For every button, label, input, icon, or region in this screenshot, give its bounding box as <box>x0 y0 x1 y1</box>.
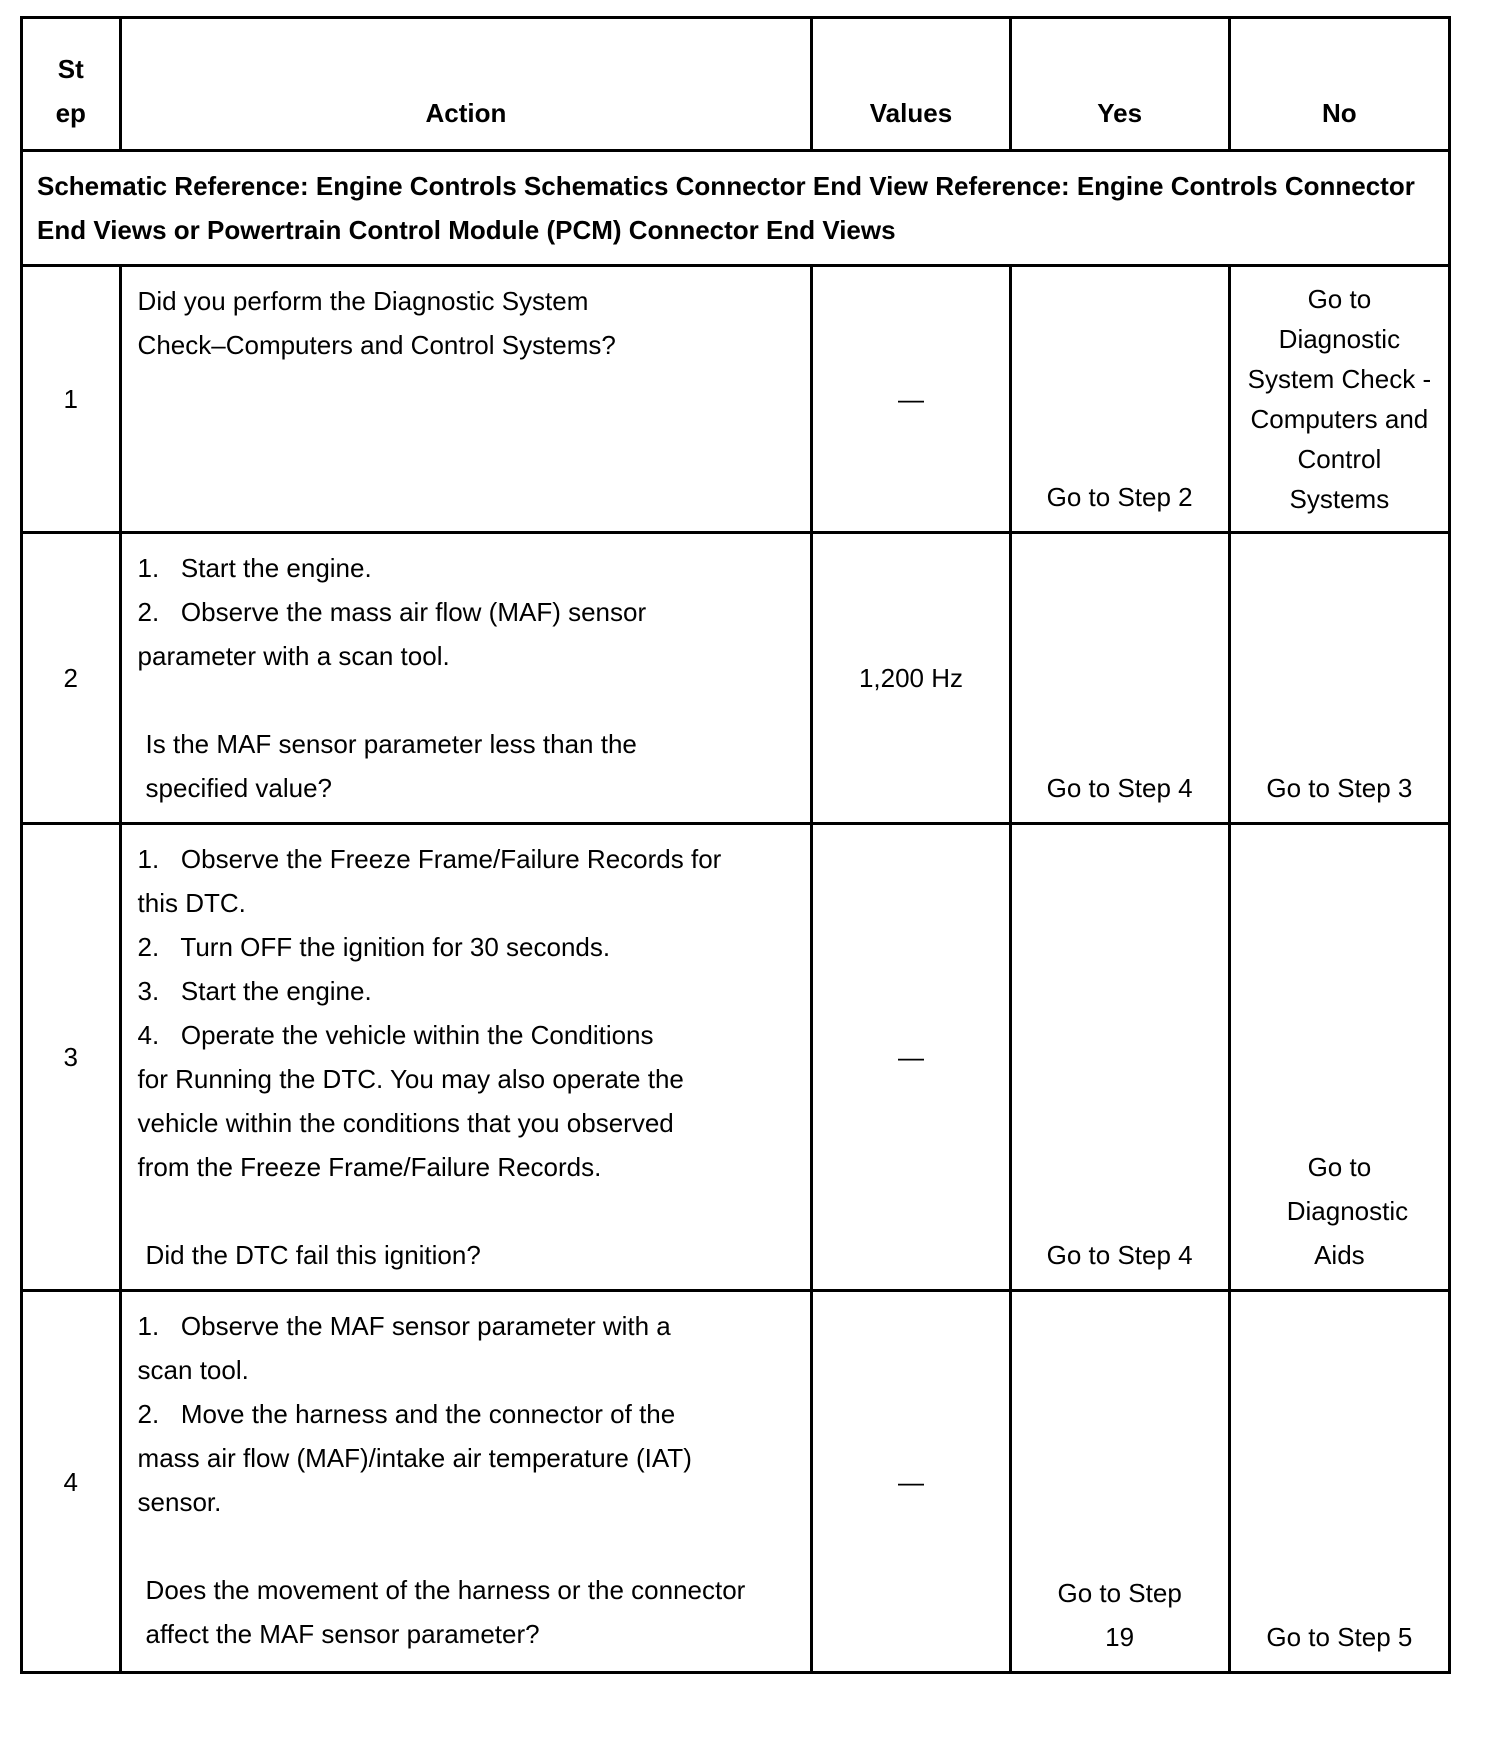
action-line: mass air flow (MAF)/intake air temperature (IAT) <box>137 1443 692 1473</box>
step-number: 1 <box>22 266 121 533</box>
value-cell: — <box>812 824 1010 1291</box>
no-cell <box>1229 824 1449 1291</box>
action-line: parameter with a scan tool. <box>137 641 450 671</box>
table-row <box>22 266 1450 533</box>
no-text: Go to Diagnostic Aids <box>1286 1152 1409 1270</box>
value-cell: 1,200 Hz <box>812 533 1010 824</box>
header-action: Action <box>120 18 812 151</box>
action-line: sensor. <box>137 1487 222 1517</box>
reference-row <box>22 151 1450 266</box>
action-line: 4. Operate the vehicle within the Conditions <box>137 1020 654 1050</box>
diagnostic-table <box>20 16 1451 1674</box>
action-line: vehicle within the conditions that you observed <box>137 1108 674 1138</box>
header-row <box>22 18 1450 151</box>
action-line: from the Freeze Frame/Failure Records. <box>137 1152 602 1182</box>
action-line: 2. Turn OFF the ignition for 30 seconds. <box>137 932 611 962</box>
no-cell <box>1229 266 1449 533</box>
action-question: Did the DTC fail this ignition? <box>145 1240 481 1270</box>
header-yes: Yes <box>1010 18 1229 151</box>
header-values: Values <box>812 18 1010 151</box>
schematic-reference: Schematic Reference: Engine Controls Schematics Connector End View Reference: Engine Controls Connector End Views or Powertrain Control Module (PCM) Connector End Views <box>22 151 1450 266</box>
action-line: 1. Observe the Freeze Frame/Failure Records for <box>137 844 722 874</box>
action-line: 3. Start the engine. <box>137 976 372 1006</box>
action-line: Check–Computers and Control Systems? <box>137 330 616 360</box>
no-cell: Go to Step 3 <box>1229 533 1449 824</box>
action-line: 2. Observe the mass air flow (MAF) sensor <box>137 597 647 627</box>
value-cell: — <box>812 1291 1010 1673</box>
action-cell <box>120 266 812 533</box>
yes-cell <box>1010 1291 1229 1673</box>
step-number: 2 <box>22 533 121 824</box>
action-line: this DTC. <box>137 888 246 918</box>
yes-cell: Go to Step 2 <box>1010 266 1229 533</box>
step-number: 3 <box>22 824 121 1291</box>
no-text: Go to Diagnostic System Check - Computers and Control Systems <box>1247 284 1432 514</box>
action-line: Did you perform the Diagnostic System <box>137 286 589 316</box>
action-question: Is the MAF sensor parameter less than the specified value? <box>145 729 637 803</box>
header-no: No <box>1229 18 1449 151</box>
header-step: St ep <box>22 18 121 151</box>
table-row <box>22 824 1450 1291</box>
action-cell <box>120 533 812 824</box>
yes-text: Go to Step 19 <box>1057 1578 1182 1652</box>
table-row <box>22 533 1450 824</box>
value-cell: — <box>812 266 1010 533</box>
step-number: 4 <box>22 1291 121 1673</box>
action-line: 1. Observe the MAF sensor parameter with a <box>137 1311 671 1341</box>
action-line: for Running the DTC. You may also operate the <box>137 1064 684 1094</box>
action-line: scan tool. <box>137 1355 249 1385</box>
action-cell <box>120 1291 812 1673</box>
action-cell <box>120 824 812 1291</box>
action-question: Does the movement of the harness or the connector affect the MAF sensor parameter? <box>145 1575 746 1649</box>
no-cell: Go to Step 5 <box>1229 1291 1449 1673</box>
action-line: 2. Move the harness and the connector of the <box>137 1399 676 1429</box>
yes-cell: Go to Step 4 <box>1010 533 1229 824</box>
action-line: 1. Start the engine. <box>137 553 372 583</box>
table-row <box>22 1291 1450 1673</box>
yes-cell: Go to Step 4 <box>1010 824 1229 1291</box>
